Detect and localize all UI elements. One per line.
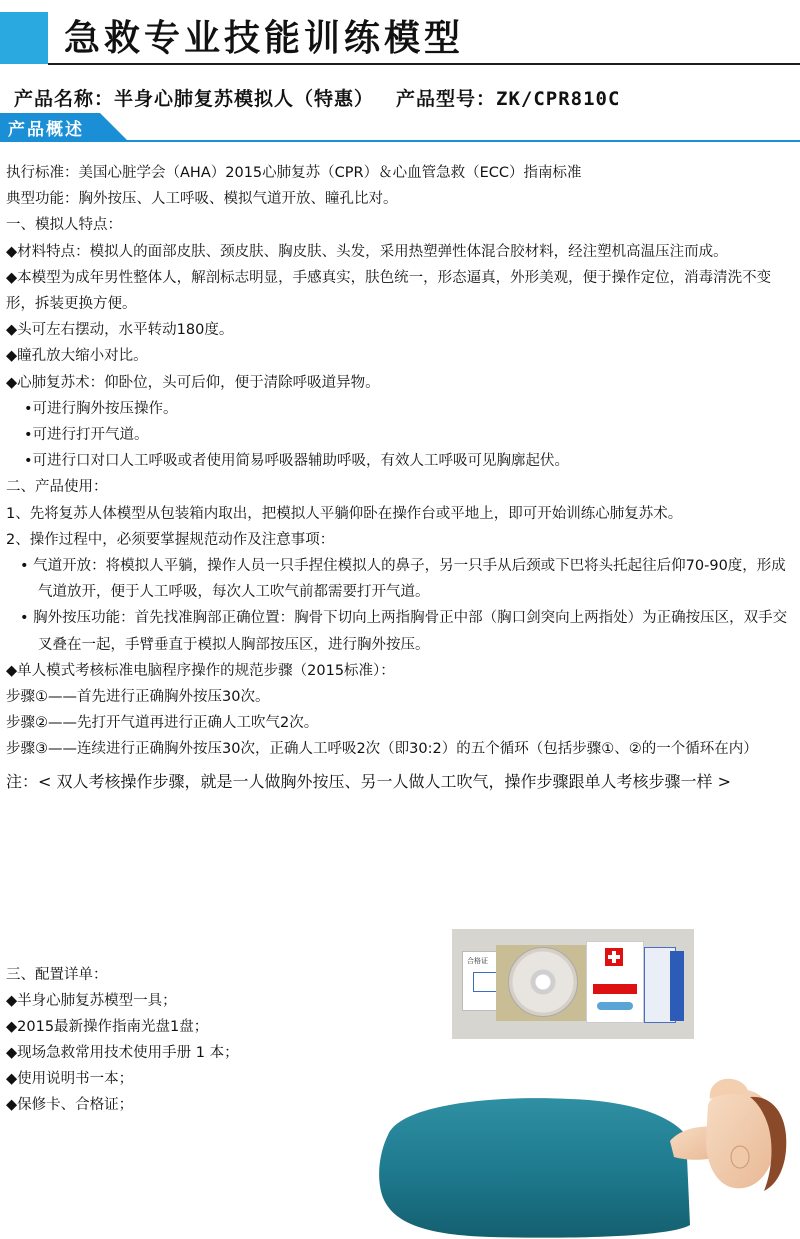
cpr-point: •可进行胸外按压操作。	[24, 400, 178, 417]
page-title: 急救专业技能训练模型	[64, 17, 465, 59]
step-item: 步骤③——连续进行正确胸外按压30次，正确人工呼吸2次（即30:2）的五个循环（包括步骤①、②的一个循环在内）	[6, 741, 758, 758]
overview-content	[6, 160, 794, 797]
section-divider	[0, 140, 800, 142]
config-item: ◆现场急救常用技术使用手册 1 本；	[6, 1045, 239, 1061]
steps-heading: ◆单人模式考核标准电脑程序操作的规范步骤（2015标准）：	[6, 662, 395, 679]
feature-item: ◆头可左右摆动，水平转动180度。	[6, 322, 234, 339]
mannequin-photo	[370, 1075, 800, 1239]
instruction-book	[670, 951, 684, 1021]
config-list	[6, 962, 239, 1118]
product-model: 产品型号：ZK/CPR810C	[396, 88, 621, 110]
certificate-label: 合格证	[467, 957, 488, 965]
accessories-photo	[452, 929, 694, 1039]
functions-text: 典型功能：胸外按压、人工呼吸、模拟气道开放、瞳孔比对。	[6, 191, 398, 208]
config-item: ◆使用说明书一本；	[6, 1071, 134, 1087]
config-item: ◆2015最新操作指南光盘1盘；	[6, 1019, 209, 1035]
manual-figure	[597, 1002, 633, 1010]
config-heading: 三、配置详单：	[6, 967, 108, 983]
config-item: ◆半身心肺复苏模型一具；	[6, 993, 177, 1009]
standard-text: 执行标准：美国心脏学会（AHA）2015心肺复苏（CPR）＆心血管急救（ECC）指南标准	[6, 165, 582, 181]
usage-point: • 胸外按压功能：首先找准胸部正确位置：胸骨下切向上两指胸骨正中部（胸口剑突向上两指处）为正确按压区，双手交叉叠在一起，手臂垂直于模拟人胸部按压区，进行胸外按压。	[20, 610, 788, 653]
feature-item: ◆瞳孔放大缩小对比。	[6, 348, 148, 365]
cd-disc-icon	[508, 947, 578, 1017]
first-aid-manual	[586, 941, 644, 1023]
feature-item: ◆本模型为成年男性整体人，解剖标志明显，手感真实，肤色统一，形态逼真，外形美观，便于操作定位，消毒清洗不变形，拆装更换方便。	[6, 269, 772, 313]
section-tab-overview	[0, 113, 800, 141]
mannequin-torso	[379, 1098, 690, 1238]
usage-heading: 二、产品使用：	[6, 479, 108, 496]
manual-title-band	[593, 984, 637, 994]
product-name: 产品名称：半身心肺复苏模拟人（特惠）	[14, 88, 375, 110]
red-cross-icon	[605, 948, 623, 966]
step-item: 步骤①——首先进行正确胸外按压30次。	[6, 689, 270, 706]
title-accent-block	[0, 12, 48, 64]
step-item: 步骤②——先打开气道再进行正确人工吹气2次。	[6, 715, 319, 732]
title-bar	[0, 0, 800, 66]
usage-item: 1、先将复苏人体模型从包装箱内取出，把模拟人平躺仰卧在操作台或平地上，即可开始训练心肺复苏术。	[6, 505, 683, 522]
cpr-point: •可进行口对口人工呼吸或者使用简易呼吸器辅助呼吸，有效人工呼吸可见胸廓起伏。	[24, 453, 570, 470]
feature-item: ◆材料特点：模拟人的面部皮肤、颈皮肤、胸皮肤、头发，采用热塑弹性体混合胶材料，经注塑机高温压注而成。	[6, 243, 728, 260]
note-text: 注：< 双人考核操作步骤，就是一人做胸外按压、另一人做人工吹气，操作步骤跟单人考核步骤一样 >	[6, 771, 731, 791]
usage-point: • 气道开放：将模拟人平躺，操作人员一只手捏住模拟人的鼻子，另一只手从后颈或下巴将头托起往后仰70-90度，形成气道放开，便于人工呼吸，每次人工吹气前都需要打开气道。	[20, 558, 786, 601]
product-info-line	[14, 84, 642, 111]
features-heading: 一、模拟人特点：	[6, 217, 122, 234]
title-divider	[48, 63, 800, 65]
cpr-point: •可进行打开气道。	[24, 427, 149, 444]
feature-item: ◆心肺复苏术：仰卧位，头可后仰，便于清除呼吸道异物。	[6, 374, 380, 391]
section-tab-label: 产品概述	[8, 120, 84, 140]
usage-item: 2、操作过程中，必须要掌握规范动作及注意事项：	[6, 531, 335, 548]
config-item: ◆保修卡、合格证；	[6, 1097, 134, 1113]
